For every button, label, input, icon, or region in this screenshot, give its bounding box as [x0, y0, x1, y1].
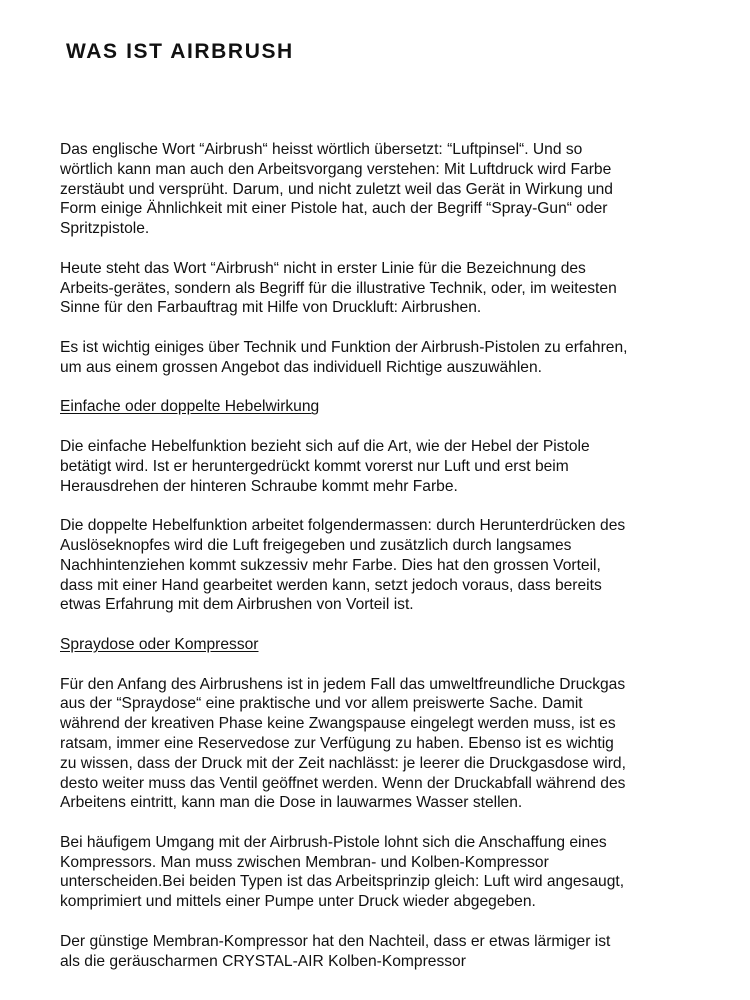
paragraph-spacer	[60, 813, 700, 833]
paragraph-spacer	[60, 318, 700, 338]
paragraph	[60, 516, 700, 615]
document-body	[60, 140, 700, 971]
text-line: wörtlich kann man auch den Arbeitsvorgang verstehen: Mit Luftdruck wird Farbe	[60, 160, 612, 178]
text-line: Spritzpistole.	[60, 220, 150, 238]
text-line: betätigt wird. Ist er heruntergedrückt kommt vorerst nur Luft und erst beim	[60, 457, 569, 475]
text-line: Nachhintenziehen kommt sukzessiv mehr Farbe. Dies hat den grossen Vorteil,	[60, 556, 601, 574]
paragraph-spacer	[60, 496, 700, 516]
paragraph	[60, 932, 700, 972]
text-line: ratsam, immer eine Reservedose zur Verfügung zu haben. Ebenso ist es wichtig	[60, 734, 614, 752]
text-line: Der günstige Membran-Kompressor hat den Nachteil, dass er etwas lärmiger ist	[60, 932, 611, 950]
paragraph	[60, 833, 700, 912]
paragraph-spacer	[60, 378, 700, 398]
text-line: etwas Erfahrung mit dem Airbrushen von Vorteil ist.	[60, 596, 414, 614]
text-line: aus der “Spraydose“ eine praktische und vor allem preiswerte Sache. Damit	[60, 695, 583, 713]
text-line: zu wissen, dass der Druck mit der Zeit nachlässt: je leerer die Druckgasdose wird,	[60, 754, 626, 772]
text-line: Arbeitens eintritt, kann man die Dose in lauwarmes Wasser stellen.	[60, 794, 523, 812]
text-line: Das englische Wort “Airbrush“ heisst wörtlich übersetzt: “Luftpinsel“. Und so	[60, 141, 583, 158]
paragraph-spacer	[60, 417, 700, 437]
text-line: Arbeits-gerätes, sondern als Begriff für die illustrative Technik, oder, im weitesten	[60, 279, 617, 297]
paragraph-spacer	[60, 615, 700, 635]
section-heading: Spraydose oder Kompressor	[60, 635, 259, 653]
text-line: Form einige Ähnlichkeit mit einer Pistole hat, auch der Begriff “Spray-Gun“ oder	[60, 200, 608, 218]
paragraph	[60, 140, 700, 239]
text-line: Herausdrehen der hinteren Schraube kommt mehr Farbe.	[60, 477, 458, 495]
paragraph	[60, 259, 700, 318]
text-line: Kompressors. Man muss zwischen Membran- und Kolben-Kompressor	[60, 853, 549, 871]
text-line: Es ist wichtig einiges über Technik und Funktion der Airbrush-Pistolen zu erfahren,	[60, 338, 628, 356]
text-line: als die geräuscharmen CRYSTAL-AIR Kolben-Kompressor	[60, 952, 466, 970]
section-heading: Einfache oder doppelte Hebelwirkung	[60, 398, 320, 416]
paragraph-spacer	[60, 655, 700, 675]
text-line: während der kreativen Phase keine Zwangspause eingelegt werden muss, ist es	[60, 715, 616, 733]
text-line: Bei häufigem Umgang mit der Airbrush-Pistole lohnt sich die Anschaffung eines	[60, 833, 607, 851]
text-line: zerstäubt und versprüht. Darum, und nicht zuletzt weil das Gerät in Wirkung und	[60, 180, 613, 198]
text-line: Sinne für den Farbauftrag mit Hilfe von Druckluft: Airbrushen.	[60, 299, 482, 317]
paragraph-spacer	[60, 239, 700, 259]
text-line: Auslöseknopfes wird die Luft freigegeben und zusätzlich durch langsames	[60, 536, 572, 554]
paragraph	[60, 437, 700, 496]
text-line: unterscheiden.Bei beiden Typen ist das Arbeitsprinzip gleich: Luft wird angesaugt,	[60, 873, 625, 891]
text-line: Die einfache Hebelfunktion bezieht sich auf die Art, wie der Hebel der Pistole	[60, 437, 590, 455]
text-line: komprimiert und mittels einer Pumpe unter Druck wieder abgegeben.	[60, 893, 536, 911]
paragraph	[60, 675, 700, 814]
text-line: dass mit einer Hand gearbeitet werden kann, setzt jedoch voraus, dass bereits	[60, 576, 602, 594]
text-line: um aus einem grossen Angebot das individuell Richtige auszuwählen.	[60, 358, 542, 376]
text-line: desto weiter muss das Ventil geöffnet werden. Wenn der Druckabfall während des	[60, 774, 626, 792]
paragraph	[60, 338, 700, 378]
text-line: Für den Anfang des Airbrushens ist in jedem Fall das umweltfreundliche Druckgas	[60, 675, 626, 693]
text-line: Heute steht das Wort “Airbrush“ nicht in erster Linie für die Bezeichnung des	[60, 259, 586, 277]
document-title: WAS IST AIRBRUSH	[66, 40, 294, 63]
text-line: Die doppelte Hebelfunktion arbeitet folgendermassen: durch Herunterdrücken des	[60, 517, 626, 535]
paragraph-spacer	[60, 912, 700, 932]
